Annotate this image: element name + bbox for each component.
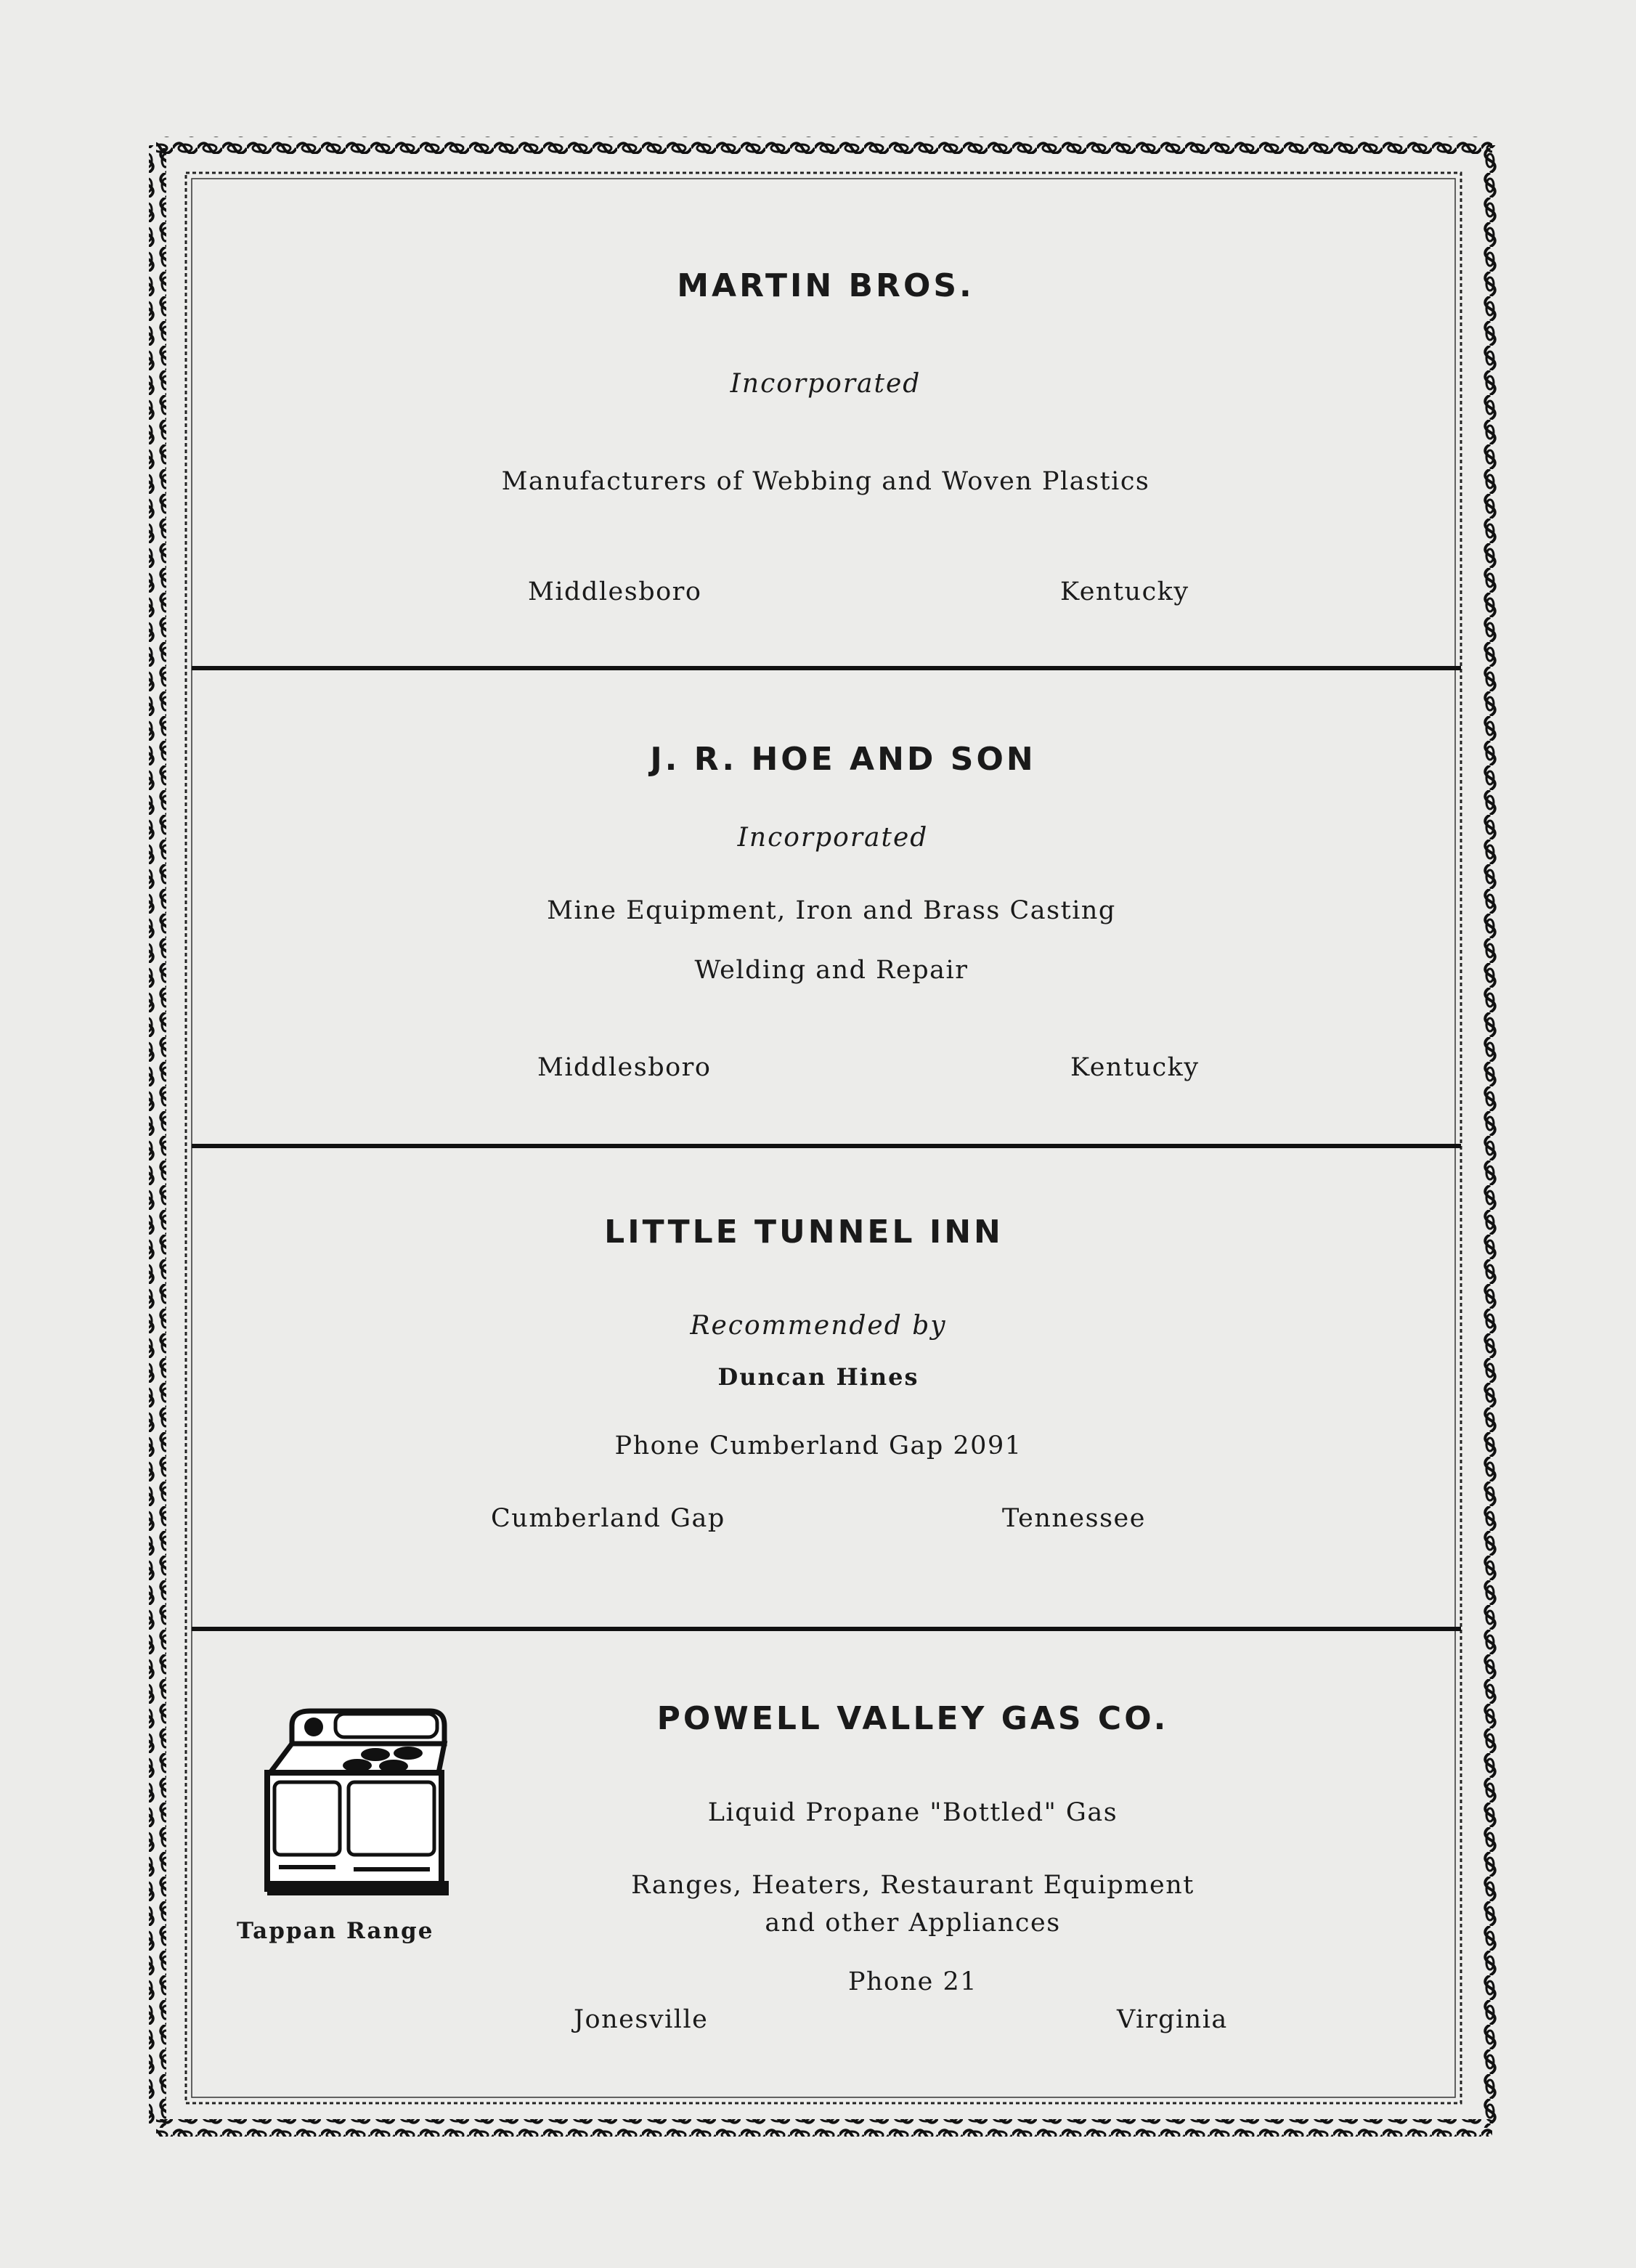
ad-title: J. R. HOE AND SON xyxy=(650,741,1036,778)
ad-description: Liquid Propane "Bottled" Gas xyxy=(707,1798,1118,1827)
ad-martin-bros xyxy=(190,176,1461,668)
ad-subtitle: Incorporated xyxy=(730,369,921,399)
ad-title: LITTLE TUNNEL INN xyxy=(604,1214,1004,1251)
ad-title: POWELL VALLEY GAS CO. xyxy=(656,1700,1169,1737)
ad-state: Tennessee xyxy=(1002,1504,1146,1533)
ad-title: MARTIN BROS. xyxy=(677,267,974,304)
ad-description: Phone Cumberland Gap 2091 xyxy=(614,1431,1022,1460)
ad-description: Ranges, Heaters, Restaurant Equipment xyxy=(631,1871,1195,1900)
ad-subtitle: Recommended by xyxy=(690,1311,947,1341)
ad-city: Cumberland Gap xyxy=(491,1504,725,1533)
ad-subtitle: Incorporated xyxy=(737,823,929,853)
ad-state: Kentucky xyxy=(1070,1053,1200,1082)
ad-hoe-and-son xyxy=(190,670,1461,1146)
ad-little-tunnel-inn xyxy=(190,1148,1461,1629)
ad-description: and other Appliances xyxy=(765,1909,1061,1938)
stove-icon xyxy=(248,1704,452,1910)
stove-caption: Tappan Range xyxy=(237,1918,434,1944)
ad-city: Middlesboro xyxy=(537,1053,712,1082)
ad-description: Manufacturers of Webbing and Woven Plastics xyxy=(501,467,1150,496)
ad-city: Jonesville xyxy=(574,2005,709,2034)
ad-description: Mine Equipment, Iron and Brass Casting xyxy=(547,896,1116,925)
ad-phone: Phone 21 xyxy=(847,1967,978,1996)
ad-powell-valley-gas xyxy=(190,1631,1461,2100)
ad-emphasis: Duncan Hines xyxy=(717,1363,919,1391)
ad-state: Kentucky xyxy=(1060,577,1189,606)
ad-page xyxy=(190,176,1461,2102)
ad-description: Welding and Repair xyxy=(694,956,969,985)
ad-city: Middlesboro xyxy=(528,577,702,606)
ad-state: Virginia xyxy=(1117,2005,1228,2034)
